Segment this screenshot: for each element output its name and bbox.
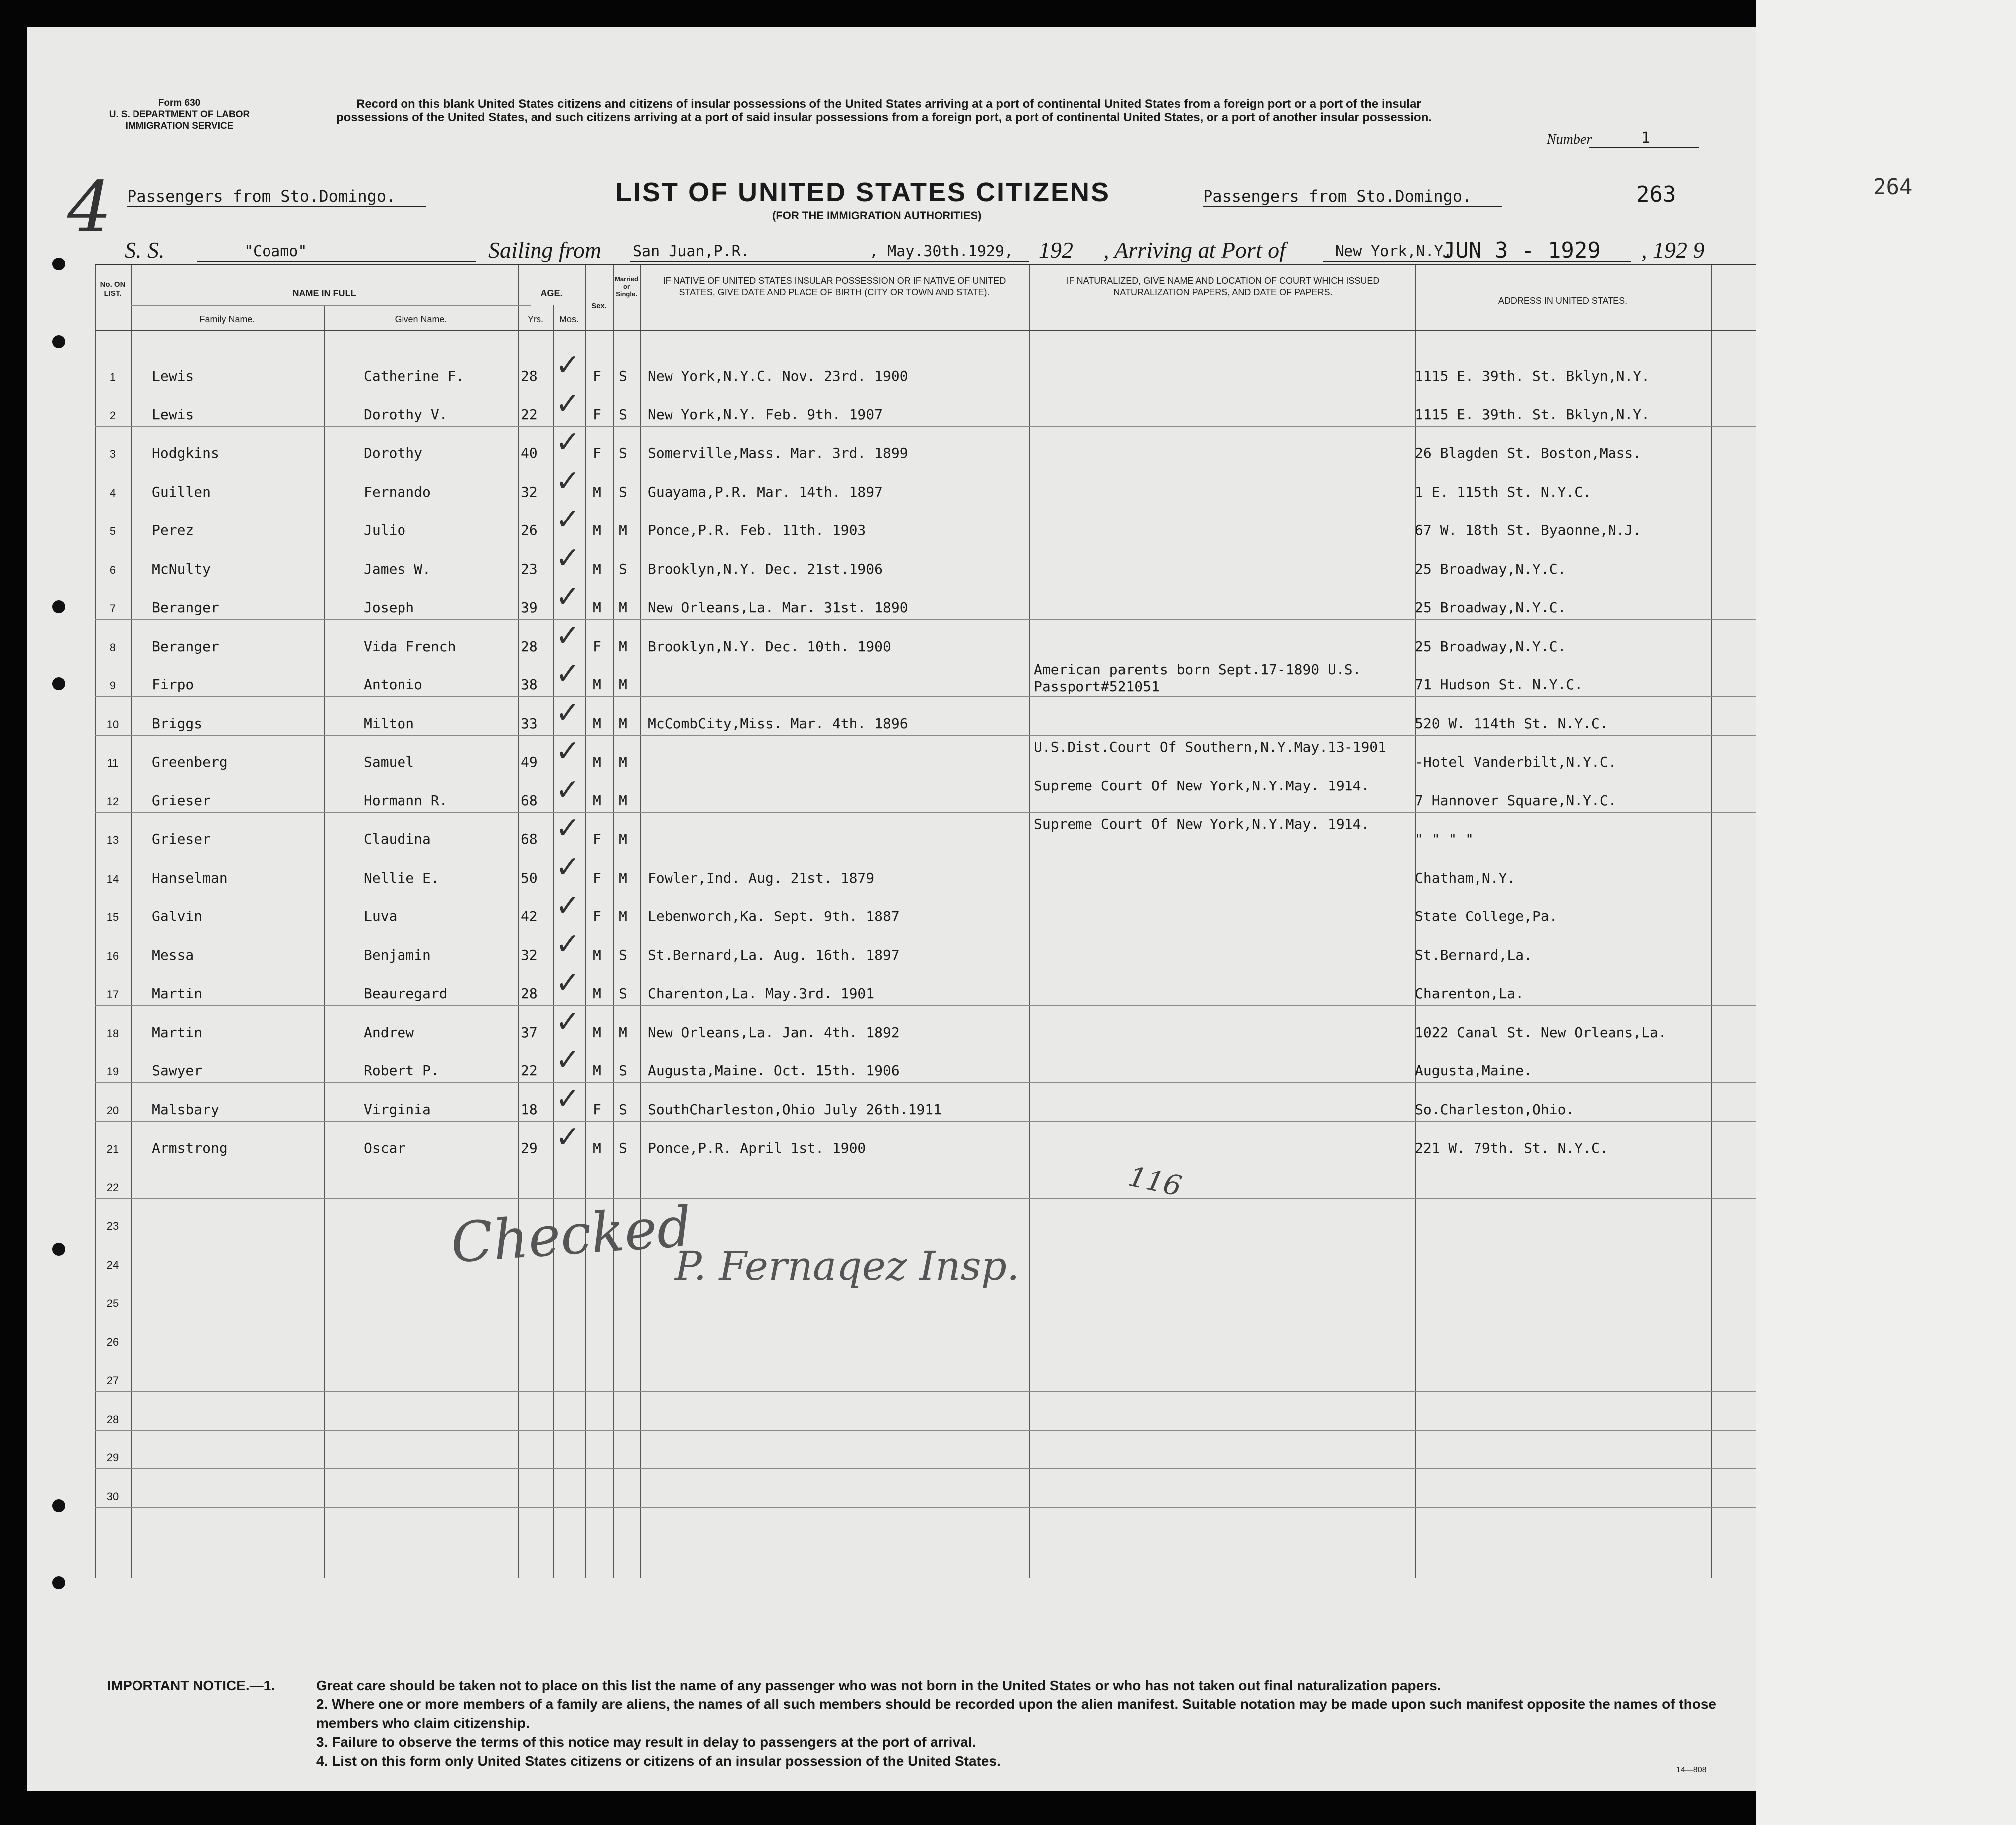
form-department-block [75,97,284,131]
family-name-cell: Sawyer [152,1062,203,1079]
family-name-cell: Lewis [152,406,194,423]
punch-hole [52,335,65,348]
sex-cell: F [593,368,601,384]
corner-handwritten-mark: 4 [67,167,112,248]
address-cell: 221 W. 79th. St. N.Y.C. [1415,1140,1608,1156]
col-header-married: Married or Single. [615,275,638,298]
sex-cell: M [593,985,601,1002]
checkmark-icon: ✓ [555,849,581,885]
family-name-cell: Beranger [152,638,219,654]
sailing-from-label: Sailing from [488,237,602,262]
row-number: 30 [106,1490,119,1503]
sex-cell: M [593,792,601,809]
marital-status-cell: M [619,599,627,616]
number-underline [1589,147,1699,148]
address-cell: Augusta,Maine. [1415,1062,1533,1079]
row-line [95,1082,1756,1083]
age-years-cell: 26 [521,522,538,538]
arriving-label: , Arriving at Port of [1103,237,1286,262]
address-cell: 71 Hudson St. N.Y.C. [1415,676,1583,693]
passengers-from-right: Passengers from Sto.Domingo. [1203,187,1472,206]
row-line [95,696,1756,697]
birth-cell: Brooklyn,N.Y. Dec. 21st.1906 [648,560,883,577]
sex-cell: M [593,676,601,693]
checkmark-icon: ✓ [555,811,581,846]
row-number: 24 [106,1258,119,1271]
notice-label: IMPORTANT NOTICE.—1. [107,1678,275,1693]
sex-cell: M [593,715,601,732]
birth-cell: Lebenworch,Ka. Sept. 9th. 1887 [648,908,900,924]
family-name-cell: Briggs [152,715,203,732]
sailing-year: 192 [1039,237,1073,262]
birth-cell: Augusta,Maine. Oct. 15th. 1906 [648,1062,900,1079]
adjacent-page-number: 264 [1873,174,1913,200]
col-header-birth: IF NATIVE OF UNITED STATES INSULAR POSSESSION OR IF NATIVE OF UNITED STATES, GIVE DATE AND PLACE OF BIRTH (CITY OR TOWN AND STATE). [663,276,1006,297]
marital-status-cell: S [619,368,627,384]
address-cell: 1022 Canal St. New Orleans,La. [1415,1024,1667,1041]
page-subtitle: (FOR THE IMMIGRATION AUTHORITIES) [772,209,982,222]
manifest-sheet [27,27,1756,1791]
important-notice [107,1676,1751,1771]
sailing-from-port: San Juan,P.R. [633,243,750,260]
row-number: 3 [109,448,116,460]
family-name-cell: Malsbary [152,1101,219,1118]
ss-label: S. S. [125,237,165,262]
punch-hole [52,1243,65,1256]
checkmark-icon: ✓ [555,1120,581,1155]
given-name-cell: Luva [364,908,398,924]
age-years-cell: 32 [521,483,538,500]
row-line [95,1468,1756,1469]
given-name-cell: Julio [364,522,406,538]
marital-status-cell: M [619,908,627,924]
birth-cell: SouthCharleston,Ohio July 26th.1911 [648,1101,942,1118]
marital-status-cell: S [619,560,627,577]
row-number: 2 [109,409,116,422]
form-instructions: Record on this blank United States citizens and citizens of insular possessions of the United States arriving at a port of continental United States from a foreign port or a port of the insular possessions of the United States, and such citizens arriving at a port of said insular possessions from a foreign port, a port of continental United States, or a port of another insular possession. [336,97,1432,124]
naturalization-cell: U.S.Dist.Court Of Southern,N.Y.May.13-1901 [1034,739,1387,755]
sailing-date: , May.30th.1929, [869,243,1013,260]
address-cell: 1 E. 115th St. N.Y.C. [1415,483,1592,500]
birth-cell: New York,N.Y. Feb. 9th. 1907 [648,406,883,423]
checkmark-icon: ✓ [555,965,581,1000]
handwritten-checked: Checked [449,1194,694,1275]
age-years-cell: 18 [521,1101,538,1118]
row-number: 8 [109,641,116,653]
sex-cell: F [593,908,601,924]
header-bottom-line [95,330,1756,331]
age-years-cell: 49 [521,754,538,770]
given-name-cell: Andrew [364,1024,414,1041]
sex-cell: M [593,483,601,500]
family-name-cell: Martin [152,1024,203,1041]
punch-hole [52,677,65,690]
age-years-cell: 22 [521,1062,538,1079]
birth-cell: McCombCity,Miss. Mar. 4th. 1896 [648,715,908,732]
notice-line-1 [107,1676,1751,1695]
row-number: 6 [109,563,116,576]
row-line [95,735,1756,736]
marital-status-cell: M [619,869,627,886]
row-number: 27 [106,1374,119,1387]
marital-status-cell: M [619,715,627,732]
checkmark-icon: ✓ [555,540,581,576]
notice-item-3: 3. Failure to observe the terms of this notice may result in delay to passengers at the port of arrival. [316,1734,976,1750]
row-number: 19 [106,1065,119,1078]
age-years-cell: 68 [521,792,538,809]
family-name-cell: Lewis [152,368,194,384]
notice-item-2: 2. Where one or more members of a family are aliens, the names of all such members should be recorded upon the alien manifest. Suitable notation may be made upon such manifest opposite the names of those members who claim citizenship. [316,1696,1716,1731]
family-name-cell: Messa [152,946,194,963]
marital-status-cell: S [619,406,627,423]
checkmark-icon: ✓ [555,618,581,653]
marital-status-cell: M [619,831,627,847]
checkmark-icon: ✓ [555,425,581,460]
passengers-right-underline [1203,206,1502,207]
row-line [95,1121,1756,1122]
checkmark-icon: ✓ [555,386,581,421]
given-name-cell: Beauregard [364,985,448,1002]
row-line [95,1391,1756,1392]
sex-cell: M [593,560,601,577]
family-name-cell: Greenberg [152,754,228,770]
marital-status-cell: S [619,1140,627,1156]
age-years-cell: 38 [521,676,538,693]
checkmark-icon: ✓ [555,888,581,923]
checkmark-icon: ✓ [555,1043,581,1077]
row-number: 10 [106,718,119,731]
age-years-cell: 28 [521,368,538,384]
col-header-mos: Mos. [559,314,579,324]
service-name: IMMIGRATION SERVICE [125,121,234,131]
given-name-cell: Nellie E. [364,869,439,886]
family-name-cell: Armstrong [152,1140,228,1156]
family-name-cell: Grieser [152,831,211,847]
col-border [131,265,132,1578]
birth-cell: Fowler,Ind. Aug. 21st. 1879 [648,869,875,886]
row-number: 14 [106,872,119,885]
age-years-cell: 32 [521,946,538,963]
naturalization-cell: Supreme Court Of New York,N.Y.May. 1914. [1034,816,1370,832]
row-number: 25 [106,1297,119,1309]
birth-cell: New Orleans,La. Jan. 4th. 1892 [648,1024,900,1041]
given-name-cell: Joseph [364,599,414,616]
age-years-cell: 28 [521,985,538,1002]
given-name-cell: James W. [364,560,431,577]
punch-hole [52,1499,65,1512]
marital-status-cell: S [619,445,627,461]
checkmark-icon: ✓ [555,926,581,962]
sailing-underline [630,261,1029,262]
given-name-cell: Virginia [364,1101,431,1118]
number-label: Number [1547,132,1592,147]
sex-cell: M [593,522,601,538]
address-cell: Chatham,N.Y. [1415,869,1516,886]
sex-cell: M [593,754,601,770]
family-name-cell: Martin [152,985,203,1002]
naturalization-cell: American parents born Sept.17-1890 U.S. Passport#521051 [1034,661,1361,695]
marital-status-cell: M [619,1024,627,1041]
punch-hole [52,258,65,270]
age-years-cell: 28 [521,638,538,654]
form-print-code: 14—808 [1676,1766,1707,1774]
row-number: 5 [109,525,116,537]
given-name-cell: Benjamin [364,946,431,963]
col-header-given: Given Name. [395,314,447,324]
age-years-cell: 22 [521,406,538,423]
sex-cell: F [593,445,601,461]
address-cell: So.Charleston,Ohio. [1415,1101,1575,1118]
row-number: 9 [109,679,116,692]
age-years-cell: 39 [521,599,538,616]
sex-cell: F [593,638,601,654]
checkmark-icon: ✓ [555,348,581,383]
address-cell: -Hotel Vanderbilt,N.Y.C. [1415,754,1616,770]
age-years-cell: 40 [521,445,538,461]
given-name-cell: Robert P. [364,1062,439,1079]
sex-cell: F [593,831,601,847]
checkmark-icon: ✓ [555,772,581,807]
birth-cell: St.Bernard,La. Aug. 16th. 1897 [648,946,900,963]
checkmark-icon: ✓ [555,579,581,614]
checkmark-icon: ✓ [555,1081,581,1116]
given-name-cell: Dorothy [364,445,423,461]
address-cell: 1115 E. 39th. St. Bklyn,N.Y. [1415,406,1650,423]
arrival-date-stamp: JUN 3 - 1929 [1442,238,1601,263]
col-header-sex: Sex. [591,302,607,310]
family-name-cell: Grieser [152,792,211,809]
ship-underline [197,261,476,262]
notice-item-1: Great care should be taken not to place on this list the name of any passenger who was not born in the United States or who has not taken out final naturalization papers. [316,1678,1441,1693]
col-header-no: No. ON LIST. [100,280,126,298]
address-cell: St.Bernard,La. [1415,946,1533,963]
address-cell: Charenton,La. [1415,985,1524,1002]
age-years-cell: 29 [521,1140,538,1156]
address-cell: 25 Broadway,N.Y.C. [1415,560,1566,577]
col-header-age: AGE. [540,288,563,298]
row-number: 23 [106,1220,119,1232]
col-border [518,265,519,1578]
arriving-underline [1323,261,1631,262]
row-number: 28 [106,1413,119,1426]
row-line [95,1507,1756,1508]
col-border [640,265,641,1578]
address-cell: 1115 E. 39th. St. Bklyn,N.Y. [1415,368,1650,384]
age-years-cell: 37 [521,1024,538,1041]
address-cell: " " " " [1415,831,1474,847]
row-number: 13 [106,834,119,846]
adjacent-page-strip [1756,0,2016,1825]
marital-status-cell: M [619,522,627,538]
handwritten-signature: P. Fernaqez Insp. [675,1243,1020,1289]
age-years-cell: 23 [521,560,538,577]
given-name-cell: Catherine F. [364,368,465,384]
age-years-cell: 33 [521,715,538,732]
form-number: Form 630 [158,98,201,108]
address-cell: 26 Blagden St. Boston,Mass. [1415,445,1642,461]
number-value: 1 [1641,130,1651,147]
passenger-table [95,264,1756,1578]
row-number: 26 [106,1335,119,1348]
row-number: 16 [106,949,119,962]
checkmark-icon: ✓ [555,656,581,691]
checkmark-icon: ✓ [555,695,581,730]
address-cell: State College,Pa. [1415,908,1558,924]
col-border [1711,265,1712,1578]
col-header-naturalized: IF NATURALIZED, GIVE NAME AND LOCATION OF COURT WHICH ISSUED NATURALIZATION PAPERS, AND DATE OF PAPERS. [1066,276,1380,297]
birth-cell: New York,N.Y.C. Nov. 23rd. 1900 [648,368,908,384]
row-line [95,426,1756,427]
birth-cell: Brooklyn,N.Y. Dec. 10th. 1900 [648,638,891,654]
sex-cell: F [593,869,601,886]
row-number: 18 [106,1027,119,1040]
department-name: U. S. DEPARTMENT OF LABOR [109,109,250,120]
sex-cell: M [593,1024,601,1041]
birth-cell: Charenton,La. May.3rd. 1901 [648,985,875,1002]
given-name-cell: Antonio [364,676,423,693]
given-name-cell: Fernando [364,483,431,500]
col-header-address: ADDRESS IN UNITED STATES. [1498,296,1628,306]
given-name-cell: Hormann R. [364,792,448,809]
checkmark-icon: ✓ [555,734,581,769]
passengers-left-underline [127,206,426,207]
row-number: 15 [106,911,119,923]
birth-cell: Ponce,P.R. Feb. 11th. 1903 [648,522,866,538]
page-title: LIST OF UNITED STATES CITIZENS [615,177,1110,207]
birth-cell: New Orleans,La. Mar. 31st. 1890 [648,599,908,616]
row-line [95,1198,1756,1199]
row-number: 7 [109,602,116,615]
marital-status-cell: M [619,754,627,770]
age-years-cell: 68 [521,831,538,847]
family-name-cell: Firpo [152,676,194,693]
sex-cell: M [593,1140,601,1156]
birth-cell: Somerville,Mass. Mar. 3rd. 1899 [648,445,908,461]
checkmark-icon: ✓ [555,463,581,499]
family-name-cell: Galvin [152,908,203,924]
sex-cell: M [593,599,601,616]
naturalization-cell: Supreme Court Of New York,N.Y.May. 1914. [1034,777,1370,794]
punch-hole [52,1576,65,1589]
col-border [324,305,325,1578]
row-number: 21 [106,1143,119,1155]
family-name-cell: Hanselman [152,869,228,886]
row-line [95,619,1756,620]
marital-status-cell: S [619,1062,627,1079]
sex-cell: F [593,1101,601,1118]
sex-cell: F [593,406,601,423]
notice-item-4: 4. List on this form only United States citizens or citizens of an insular possession of the United States. [316,1753,1001,1769]
handwritten-number: 116 [1125,1160,1185,1203]
family-name-cell: Guillen [152,483,211,500]
marital-status-cell: M [619,676,627,693]
page-number: 263 [1636,182,1676,207]
col-border [613,265,614,1578]
row-line [95,1005,1756,1006]
birth-cell: Ponce,P.R. April 1st. 1900 [648,1140,866,1156]
row-number: 1 [109,371,116,383]
given-name-cell: Claudina [364,831,431,847]
address-cell: 25 Broadway,N.Y.C. [1415,599,1566,616]
address-cell: 520 W. 114th St. N.Y.C. [1415,715,1608,732]
row-number: 12 [106,795,119,808]
row-line [95,812,1756,813]
marital-status-cell: S [619,946,627,963]
row-line [95,1430,1756,1431]
ship-name: "Coamo" [244,243,307,260]
row-number: 4 [109,486,116,499]
given-name-cell: Milton [364,715,414,732]
family-name-cell: Perez [152,522,194,538]
marital-status-cell: S [619,483,627,500]
col-header-name: NAME IN FULL [292,288,356,298]
marital-status-cell: S [619,1101,627,1118]
row-number: 11 [107,757,119,769]
given-name-cell: Samuel [364,754,414,770]
checkmark-icon: ✓ [555,502,581,537]
birth-cell: Guayama,P.R. Mar. 14th. 1897 [648,483,883,500]
family-name-cell: Beranger [152,599,219,616]
sex-cell: M [593,946,601,963]
row-number: 17 [106,988,119,1001]
arriving-port: New York,N.Y. [1335,243,1452,260]
arrival-year: , 192 9 [1641,237,1705,262]
col-border [553,305,554,1578]
passengers-from-left: Passengers from Sto.Domingo. [127,187,396,206]
marital-status-cell: M [619,638,627,654]
age-years-cell: 42 [521,908,538,924]
age-years-cell: 50 [521,869,538,886]
row-number: 22 [106,1181,119,1194]
row-number: 29 [106,1451,119,1464]
sex-cell: M [593,1062,601,1079]
checkmark-icon: ✓ [555,1004,581,1039]
header-divider [131,305,531,306]
col-header-yrs: Yrs. [527,314,543,324]
col-border [1029,265,1030,1578]
col-header-family: Family Name. [199,314,255,324]
family-name-cell: McNulty [152,560,211,577]
address-cell: 67 W. 18th St. Byaonne,N.J. [1415,522,1642,538]
given-name-cell: Vida French [364,638,456,654]
punch-hole [52,600,65,613]
address-cell: 7 Hannover Square,N.Y.C. [1415,792,1616,809]
address-cell: 25 Broadway,N.Y.C. [1415,638,1566,654]
marital-status-cell: M [619,792,627,809]
given-name-cell: Dorothy V. [364,406,448,423]
row-number: 20 [106,1104,119,1117]
marital-status-cell: S [619,985,627,1002]
given-name-cell: Oscar [364,1140,406,1156]
col-border [585,265,586,1578]
family-name-cell: Hodgkins [152,445,219,461]
